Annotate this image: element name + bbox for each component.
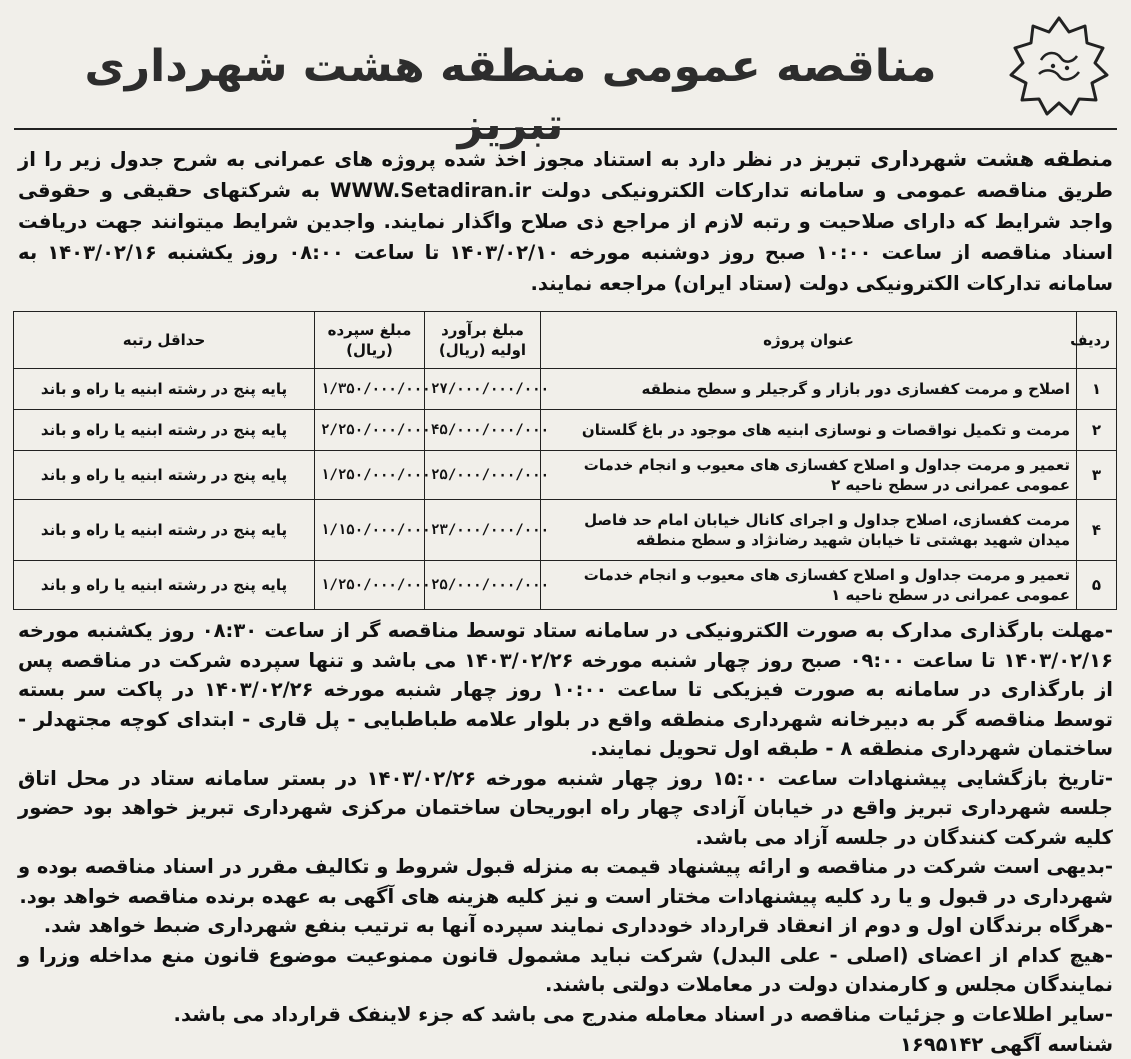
table-row — [14, 410, 1117, 451]
header-deposit: مبلغ سپرده (ریال) — [315, 312, 425, 369]
page-title: مناقصه عمومی منطقه هشت شهرداری تبریز — [84, 41, 937, 150]
deposit-amount: ۲/۲۵۰/۰۰۰/۰۰۰ — [315, 410, 425, 451]
table-header-row — [14, 312, 1117, 369]
condition-item: -بدیهی است شرکت در مناقصه و ارائه پیشنهاد قیمت به منزله قبول شروط و تکالیف مقرر در اسناد مناقصه بوده و شهرداری در قبول و یا رد کلیه پیشنهادات مختار است و نیز کلیه هزینه های آگهی به عهده برنده مناقصه خواهد بود. — [18, 855, 1113, 908]
row-number: ۲ — [1077, 410, 1117, 451]
table-row — [14, 500, 1117, 561]
table-row — [14, 561, 1117, 610]
row-number: ۳ — [1077, 451, 1117, 500]
project-title: تعمیر و مرمت جداول و اصلاح کفسازی های معیوب و انجام خدمات عمومی عمرانی در سطح ناحیه ۲ — [541, 451, 1077, 500]
deposit-amount: ۱/۲۵۰/۰۰۰/۰۰۰ — [315, 451, 425, 500]
deposit-amount: ۱/۱۵۰/۰۰۰/۰۰۰ — [315, 500, 425, 561]
ad-id: شناسه آگهی ۱۶۹۵۱۴۲ — [900, 1033, 1113, 1056]
condition-item: -سایر اطلاعات و جزئیات مناقصه در اسناد معامله مندرج می باشد که جزء لاینفک قرارداد می باشد. — [173, 1002, 1113, 1026]
conditions-list — [18, 616, 1113, 1029]
project-title: مرمت و تکمیل نواقصات و نوسازی ابنیه های موجود در باغ گلستان — [541, 410, 1077, 451]
estimate-amount: ۲۵/۰۰۰/۰۰۰/۰۰۰ — [425, 561, 541, 610]
project-title: تعمیر و مرمت جداول و اصلاح کفسازی های معیوب و انجام خدمات عمومی عمرانی در سطح ناحیه ۱ — [541, 561, 1077, 610]
min-grade: پایه پنج در رشته ابنیه یا راه و باند — [14, 369, 315, 410]
table-row — [14, 451, 1117, 500]
min-grade: پایه پنج در رشته ابنیه یا راه و باند — [14, 451, 315, 500]
header-min-grade: حداقل رتبه — [14, 312, 315, 369]
condition-item: -مهلت بارگذاری مدارک به صورت الکترونیکی در سامانه ستاد توسط مناقصه گر از ساعت ۰۸:۳۰ روز یکشنبه مورخه ۱۴۰۳/۰۲/۱۶ تا ساعت ۰۹:۰۰ صبح روز چهار شنبه مورخه ۱۴۰۳/۰۲/۲۶ می باشد و تنها سپرده شرکت در مناقصه پس از بارگذاری در سامانه به صورت فیزیکی تا ساعت ۱۰:۰۰ روز چهار شنبه مورخه ۱۴۰۳/۰۲/۲۶ در پاکت سر بسته توسط مناقصه گر به دبیرخانه شهرداری منطقه واقع در بلوار علامه طباطبایی - پل قاری - ابتدای کوچه مجتهدلر - ساختمان شهرداری منطقه ۸ - طبقه اول تحویل نمایند. — [18, 619, 1113, 760]
header-row-number: ردیف — [1077, 312, 1117, 369]
header-estimate: مبلغ برآورد اولیه (ریال) — [425, 312, 541, 369]
intro-lead: منطقه هشت شهرداری تبریز — [810, 147, 1113, 171]
condition-item: -هرگاه برندگان اول و دوم از انعقاد قرارداد خودداری نمایند سپرده آنها به ترتیب بنفع شهرداری ضبط خواهد شد. — [43, 914, 1113, 937]
deposit-amount: ۱/۲۵۰/۰۰۰/۰۰۰ — [315, 561, 425, 610]
row-number: ۱ — [1077, 369, 1117, 410]
project-title: مرمت کفسازی، اصلاح جداول و اجرای کانال خیابان امام حد فاصل میدان شهید بهشتی تا خیابان شهید رضانژاد و سطح منطقه — [541, 500, 1077, 561]
row-number: ۴ — [1077, 500, 1117, 561]
estimate-amount: ۲۷/۰۰۰/۰۰۰/۰۰۰ — [425, 369, 541, 410]
header — [14, 10, 1117, 150]
estimate-amount: ۴۵/۰۰۰/۰۰۰/۰۰۰ — [425, 410, 541, 451]
header-project-title: عنوان پروژه — [541, 312, 1077, 369]
condition-item: -تاریخ بازگشایی پیشنهادات ساعت ۱۵:۰۰ روز چهار شنبه مورخه ۱۴۰۳/۰۲/۲۶ در بستر سامانه ستاد در محل اتاق جلسه شهرداری تبریز واقع در خیابان آزادی چهار راه ابوریحان ساختمان مرکزی شهرداری تبریز خواهد بود حضور کلیه شرکت کنندگان در جلسه آزاد می باشد. — [18, 766, 1114, 849]
intro-paragraph — [18, 144, 1113, 299]
condition-item: -هیچ کدام از اعضای (اصلی - علی البدل) شرکت نباید مشمول قانون ممنوعیت موضوع قانون منع مداخله وزرا و نمایندگان مجلس و کارمندان دولت در معاملات دولتی باشند. — [18, 943, 1113, 996]
row-number: ۵ — [1077, 561, 1117, 610]
deposit-amount: ۱/۳۵۰/۰۰۰/۰۰۰ — [315, 369, 425, 410]
intro-text: در نظر دارد به استناد مجوز اخذ شده پروژه های عمرانی به شرح جدول زیر را از طریق مناقصه عمومی و سامانه تدارکات الکترونیکی دولت WWW.Setadiran.ir به شرکتهای حقیقی و حقوقی واجد شرایط که دارای صلاحیت و رتبه لازم از مراجع ذی صلاح واگذار نمایند. واجدین شرایط میتوانند جهت دریافت اسناد مناقصه از ساعت ۱۰:۰۰ صبح روز دوشنبه مورخه ۱۴۰۳/۰۲/۱۰ تا ساعت ۰۸:۰۰ روز یکشنبه ۱۴۰۳/۰۲/۱۶ به سامانه تدارکات الکترونیکی دولت (ستاد ایران) مراجعه نمایند. — [18, 148, 1113, 295]
tabriz-municipality-logo — [1005, 12, 1113, 120]
table-row — [14, 369, 1117, 410]
estimate-amount: ۲۵/۰۰۰/۰۰۰/۰۰۰ — [425, 451, 541, 500]
min-grade: پایه پنج در رشته ابنیه یا راه و باند — [14, 410, 315, 451]
min-grade: پایه پنج در رشته ابنیه یا راه و باند — [14, 500, 315, 561]
estimate-amount: ۲۳/۰۰۰/۰۰۰/۰۰۰ — [425, 500, 541, 561]
project-title: اصلاح و مرمت کفسازی دور بازار و گرجیلر و سطح منطقه — [541, 369, 1077, 410]
tender-table — [13, 311, 1117, 610]
min-grade: پایه پنج در رشته ابنیه یا راه و باند — [14, 561, 315, 610]
